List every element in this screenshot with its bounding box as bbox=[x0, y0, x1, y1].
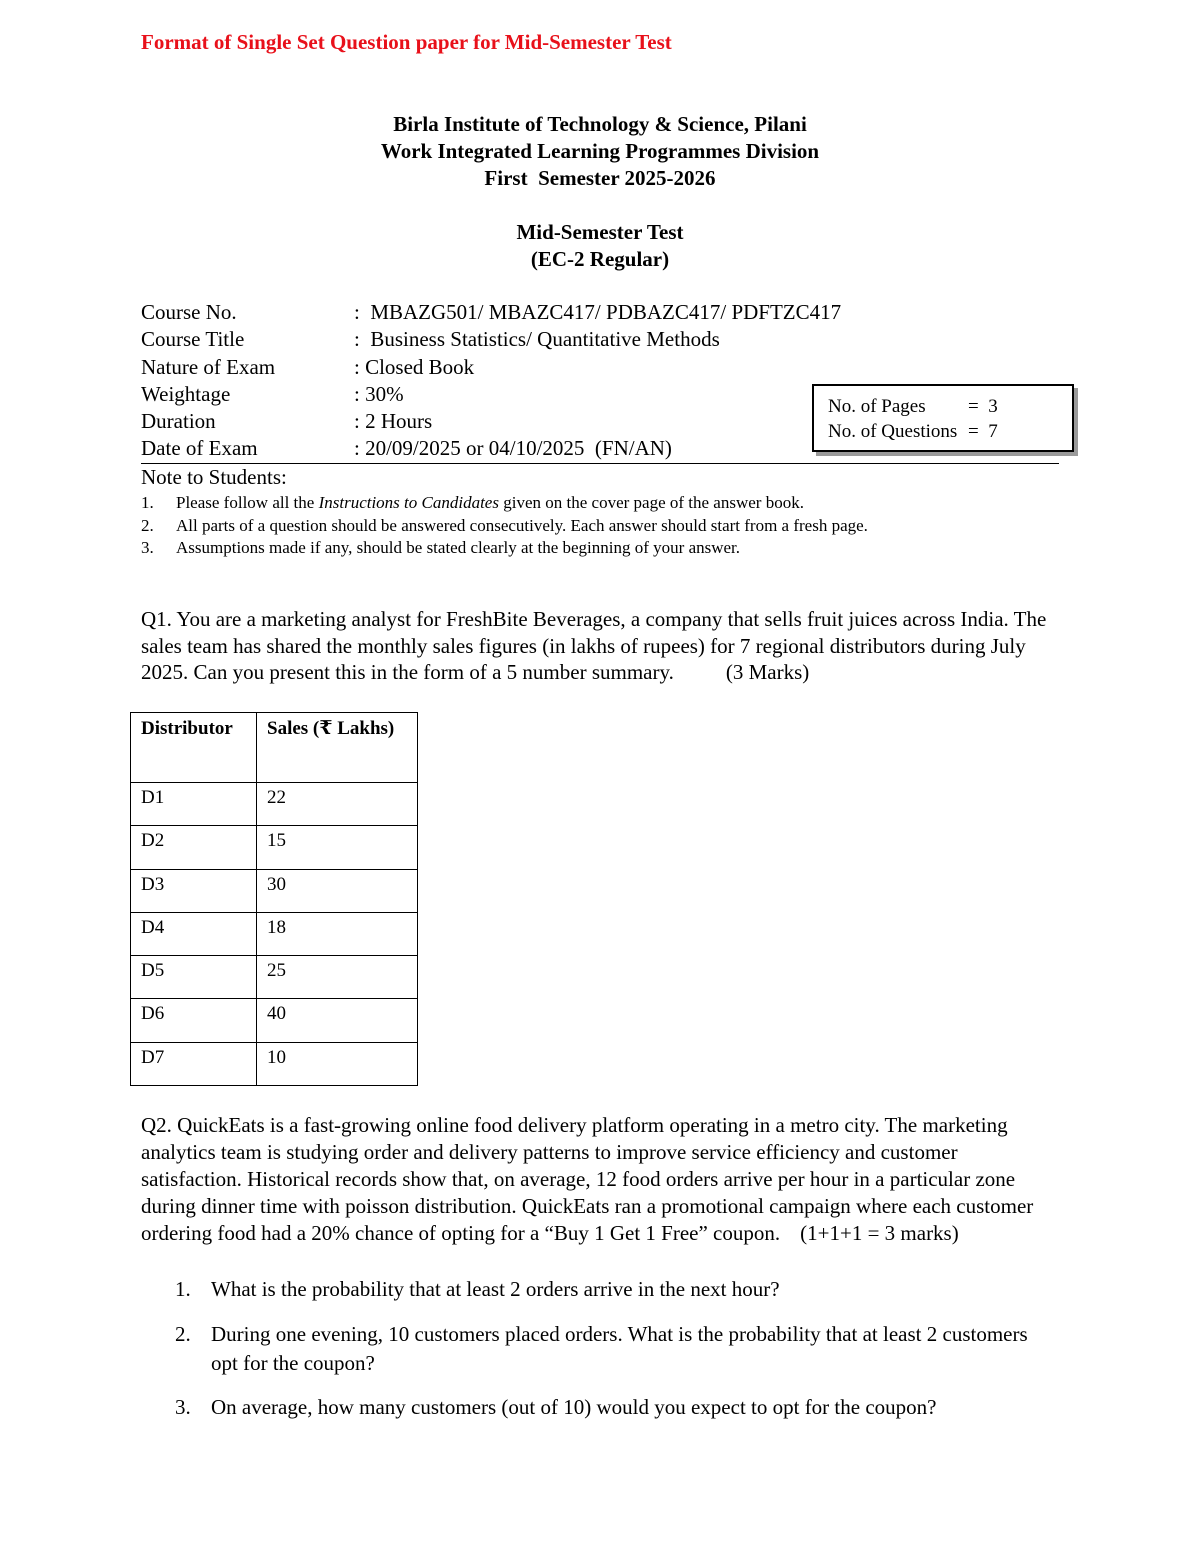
date-of-exam-row bbox=[141, 435, 841, 462]
table-header-row bbox=[131, 713, 418, 783]
distributor-cell: D6 bbox=[131, 999, 257, 1042]
divider-line bbox=[141, 463, 1059, 464]
questions-count-row bbox=[828, 419, 1072, 444]
meta-label: Course No. bbox=[141, 300, 237, 324]
note-number: 1. bbox=[141, 493, 154, 512]
exam-title: Mid-Semester Test bbox=[516, 220, 684, 244]
note-text: Please follow all the Instructions to Candidates given on the cover page of the answer book. bbox=[176, 493, 804, 512]
distributor-cell: D1 bbox=[131, 783, 257, 826]
paper-header bbox=[0, 111, 1200, 273]
weightage-row bbox=[141, 381, 841, 408]
list-item bbox=[175, 1320, 1055, 1378]
course-title-row bbox=[141, 326, 841, 353]
meta-value: : MBAZG501/ MBAZC417/ PDBAZC417/ PDFTZC417 bbox=[354, 300, 842, 324]
meta-value: : 20/09/2025 or 04/10/2025 (FN/AN) bbox=[354, 436, 672, 461]
question-1-marks: (3 Marks) bbox=[725, 660, 810, 684]
table-row bbox=[131, 912, 418, 955]
table-row bbox=[131, 869, 418, 912]
sales-cell: 22 bbox=[257, 783, 418, 826]
exam-type: (EC-2 Regular) bbox=[530, 247, 670, 271]
meta-value: : 30% bbox=[354, 381, 404, 406]
table-row bbox=[131, 999, 418, 1042]
note-item bbox=[141, 515, 868, 538]
course-details bbox=[141, 299, 841, 463]
sales-cell: 15 bbox=[257, 826, 418, 869]
duration-row bbox=[141, 408, 841, 435]
questions-value: = 7 bbox=[968, 421, 998, 442]
distributor-cell: D5 bbox=[131, 956, 257, 999]
question-2 bbox=[141, 1112, 1041, 1247]
nature-of-exam-row bbox=[141, 354, 841, 381]
semester: First Semester 2025-2026 bbox=[484, 166, 716, 190]
pages-count-row bbox=[828, 394, 1072, 419]
distributor-cell: D4 bbox=[131, 912, 257, 955]
meta-label: Course Title bbox=[141, 327, 245, 352]
notes-list bbox=[141, 492, 868, 560]
division-name: Work Integrated Learning Programmes Division bbox=[380, 139, 820, 163]
meta-label: Nature of Exam bbox=[141, 354, 276, 379]
meta-label: Duration bbox=[141, 409, 216, 434]
pages-questions-box bbox=[812, 384, 1074, 452]
part-text: During one evening, 10 customers placed orders. What is the probability that at least 2 customers opt for the coupon? bbox=[211, 1322, 1028, 1375]
part-number: 2. bbox=[175, 1322, 191, 1346]
sales-cell: 10 bbox=[257, 1042, 418, 1085]
course-no-row bbox=[141, 299, 841, 326]
pages-label: No. of Pages bbox=[828, 396, 926, 417]
meta-value: : Closed Book bbox=[354, 354, 475, 379]
format-title: Format of Single Set Question paper for Mid-Semester Test bbox=[141, 30, 672, 54]
part-text: On average, how many customers (out of 10) would you expect to opt for the coupon? bbox=[211, 1395, 937, 1419]
note-item bbox=[141, 492, 868, 515]
sales-cell: 30 bbox=[257, 869, 418, 912]
distributor-cell: D3 bbox=[131, 869, 257, 912]
table-row bbox=[131, 783, 418, 826]
notes-title: Note to Students: bbox=[141, 465, 287, 489]
table-row bbox=[131, 956, 418, 999]
table-row bbox=[131, 826, 418, 869]
list-item bbox=[175, 1393, 1055, 1422]
institute-name: Birla Institute of Technology & Science, Pilani bbox=[393, 112, 807, 136]
meta-value: : Business Statistics/ Quantitative Methods bbox=[354, 327, 720, 352]
question-1 bbox=[141, 606, 1071, 686]
note-text: Assumptions made if any, should be stated clearly at the beginning of your answer. bbox=[176, 538, 741, 558]
note-number: 2. bbox=[141, 515, 154, 535]
sales-cell: 25 bbox=[257, 956, 418, 999]
question-2-marks: (1+1+1 = 3 marks) bbox=[800, 1221, 959, 1245]
sales-cell: 18 bbox=[257, 912, 418, 955]
distributor-cell: D7 bbox=[131, 1042, 257, 1085]
note-text: All parts of a question should be answered consecutively. Each answer should start from a fresh page. bbox=[176, 515, 868, 535]
sales-cell: 40 bbox=[257, 999, 418, 1042]
part-text: What is the probability that at least 2 orders arrive in the next hour? bbox=[211, 1277, 780, 1301]
questions-label: No. of Questions bbox=[828, 421, 958, 442]
part-number: 3. bbox=[175, 1395, 191, 1419]
question-2-text: Q2. QuickEats is a fast-growing online food delivery platform operating in a metro city. The marketing analytics team is studying order and delivery patterns to improve service efficiency and customer satisfaction. Historical records show that, on average, 12 food orders arrive per hour in a particular zone during dinner time with poisson distribution. QuickEats ran a promotional campaign where each customer ordering food had a 20% chance of opting for a “Buy 1 Get 1 Free” coupon. bbox=[141, 1113, 1034, 1245]
question-2-parts bbox=[175, 1275, 1055, 1422]
note-number: 3. bbox=[141, 538, 154, 558]
list-item bbox=[175, 1275, 1055, 1304]
instructions-emphasis: Instructions to Candidates bbox=[318, 493, 499, 512]
meta-label: Date of Exam bbox=[141, 436, 258, 461]
column-header-sales: Sales (₹ Lakhs) bbox=[257, 713, 418, 783]
note-item bbox=[141, 537, 868, 560]
meta-label: Weightage bbox=[141, 381, 231, 406]
table-row bbox=[131, 1042, 418, 1085]
meta-value: : 2 Hours bbox=[354, 409, 433, 434]
pages-value: = 3 bbox=[968, 396, 998, 417]
question-1-text: Q1. You are a marketing analyst for FreshBite Beverages, a company that sells fruit juices across India. The sales team has shared the monthly sales figures (in lakhs of rupees) for 7 regional distributors during July 2025. Can you present this in the form of a 5 number summary. bbox=[141, 607, 1047, 684]
sales-table bbox=[130, 712, 418, 1086]
column-header-distributor: Distributor bbox=[131, 713, 257, 783]
part-number: 1. bbox=[175, 1277, 191, 1301]
distributor-cell: D2 bbox=[131, 826, 257, 869]
